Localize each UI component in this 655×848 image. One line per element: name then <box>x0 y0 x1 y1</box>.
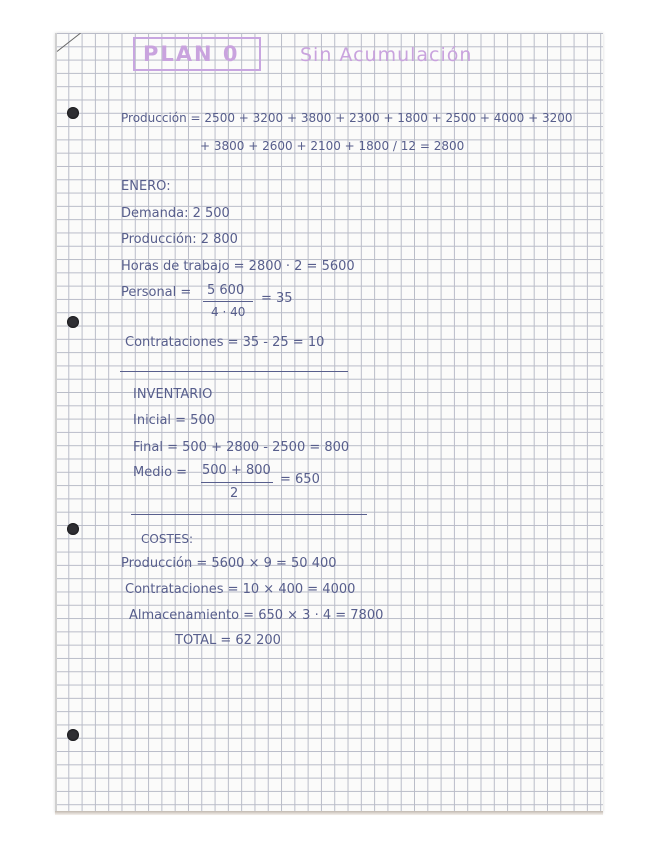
page-subtitle: Sin Acumulación <box>300 44 473 66</box>
inventario-inicial: Inicial = 500 <box>133 413 215 428</box>
produccion-formula-line2: + 3800 + 2600 + 2100 + 1800 / 12 = 2800 <box>200 139 465 153</box>
demanda-line: Demanda: 2 500 <box>121 206 230 221</box>
coste-contrataciones: Contrataciones = 10 × 400 = 4000 <box>125 582 356 597</box>
produccion-formula-line1: Producción = 2500 + 3200 + 3800 + 2300 + 1800 + 2500 + 4000 + 3200 <box>121 111 573 125</box>
section-divider <box>131 514 367 515</box>
personal-label: Personal = <box>121 285 192 300</box>
medio-fraction-bar <box>201 482 273 483</box>
inventario-final: Final = 500 + 2800 - 2500 = 800 <box>133 440 350 455</box>
medio-numerator: 500 + 800 <box>202 463 271 478</box>
binder-hole <box>67 316 79 328</box>
medio-denominator: 2 <box>230 486 239 501</box>
personal-denominator: 4 · 40 <box>211 305 246 319</box>
enero-heading: ENERO: <box>121 179 171 194</box>
personal-fraction-bar <box>203 301 253 302</box>
medio-result: = 650 <box>280 472 320 487</box>
page-title: PLAN 0 <box>143 42 240 66</box>
page-bottom-shadow <box>55 811 603 815</box>
binder-hole <box>67 523 79 535</box>
inventario-heading: INVENTARIO <box>133 387 213 402</box>
medio-label: Medio = <box>133 465 188 480</box>
horas-trabajo-line: Horas de trabajo = 2800 · 2 = 5600 <box>121 259 355 274</box>
coste-produccion: Producción = 5600 × 9 = 50 400 <box>121 556 337 571</box>
binder-hole <box>67 729 79 741</box>
personal-numerator: 5 600 <box>207 283 245 298</box>
costes-heading: COSTES: <box>141 532 194 546</box>
produccion-line: Producción: 2 800 <box>121 232 238 247</box>
section-divider <box>120 371 348 372</box>
corner-mark <box>57 33 81 52</box>
coste-total: TOTAL = 62 200 <box>175 633 281 648</box>
personal-result: = 35 <box>261 291 293 306</box>
binder-hole <box>67 107 79 119</box>
coste-almacenamiento: Almacenamiento = 650 × 3 · 4 = 7800 <box>129 608 384 623</box>
contrataciones-line: Contrataciones = 35 - 25 = 10 <box>125 335 325 350</box>
notebook-page <box>55 33 603 813</box>
page-edge <box>55 33 57 813</box>
